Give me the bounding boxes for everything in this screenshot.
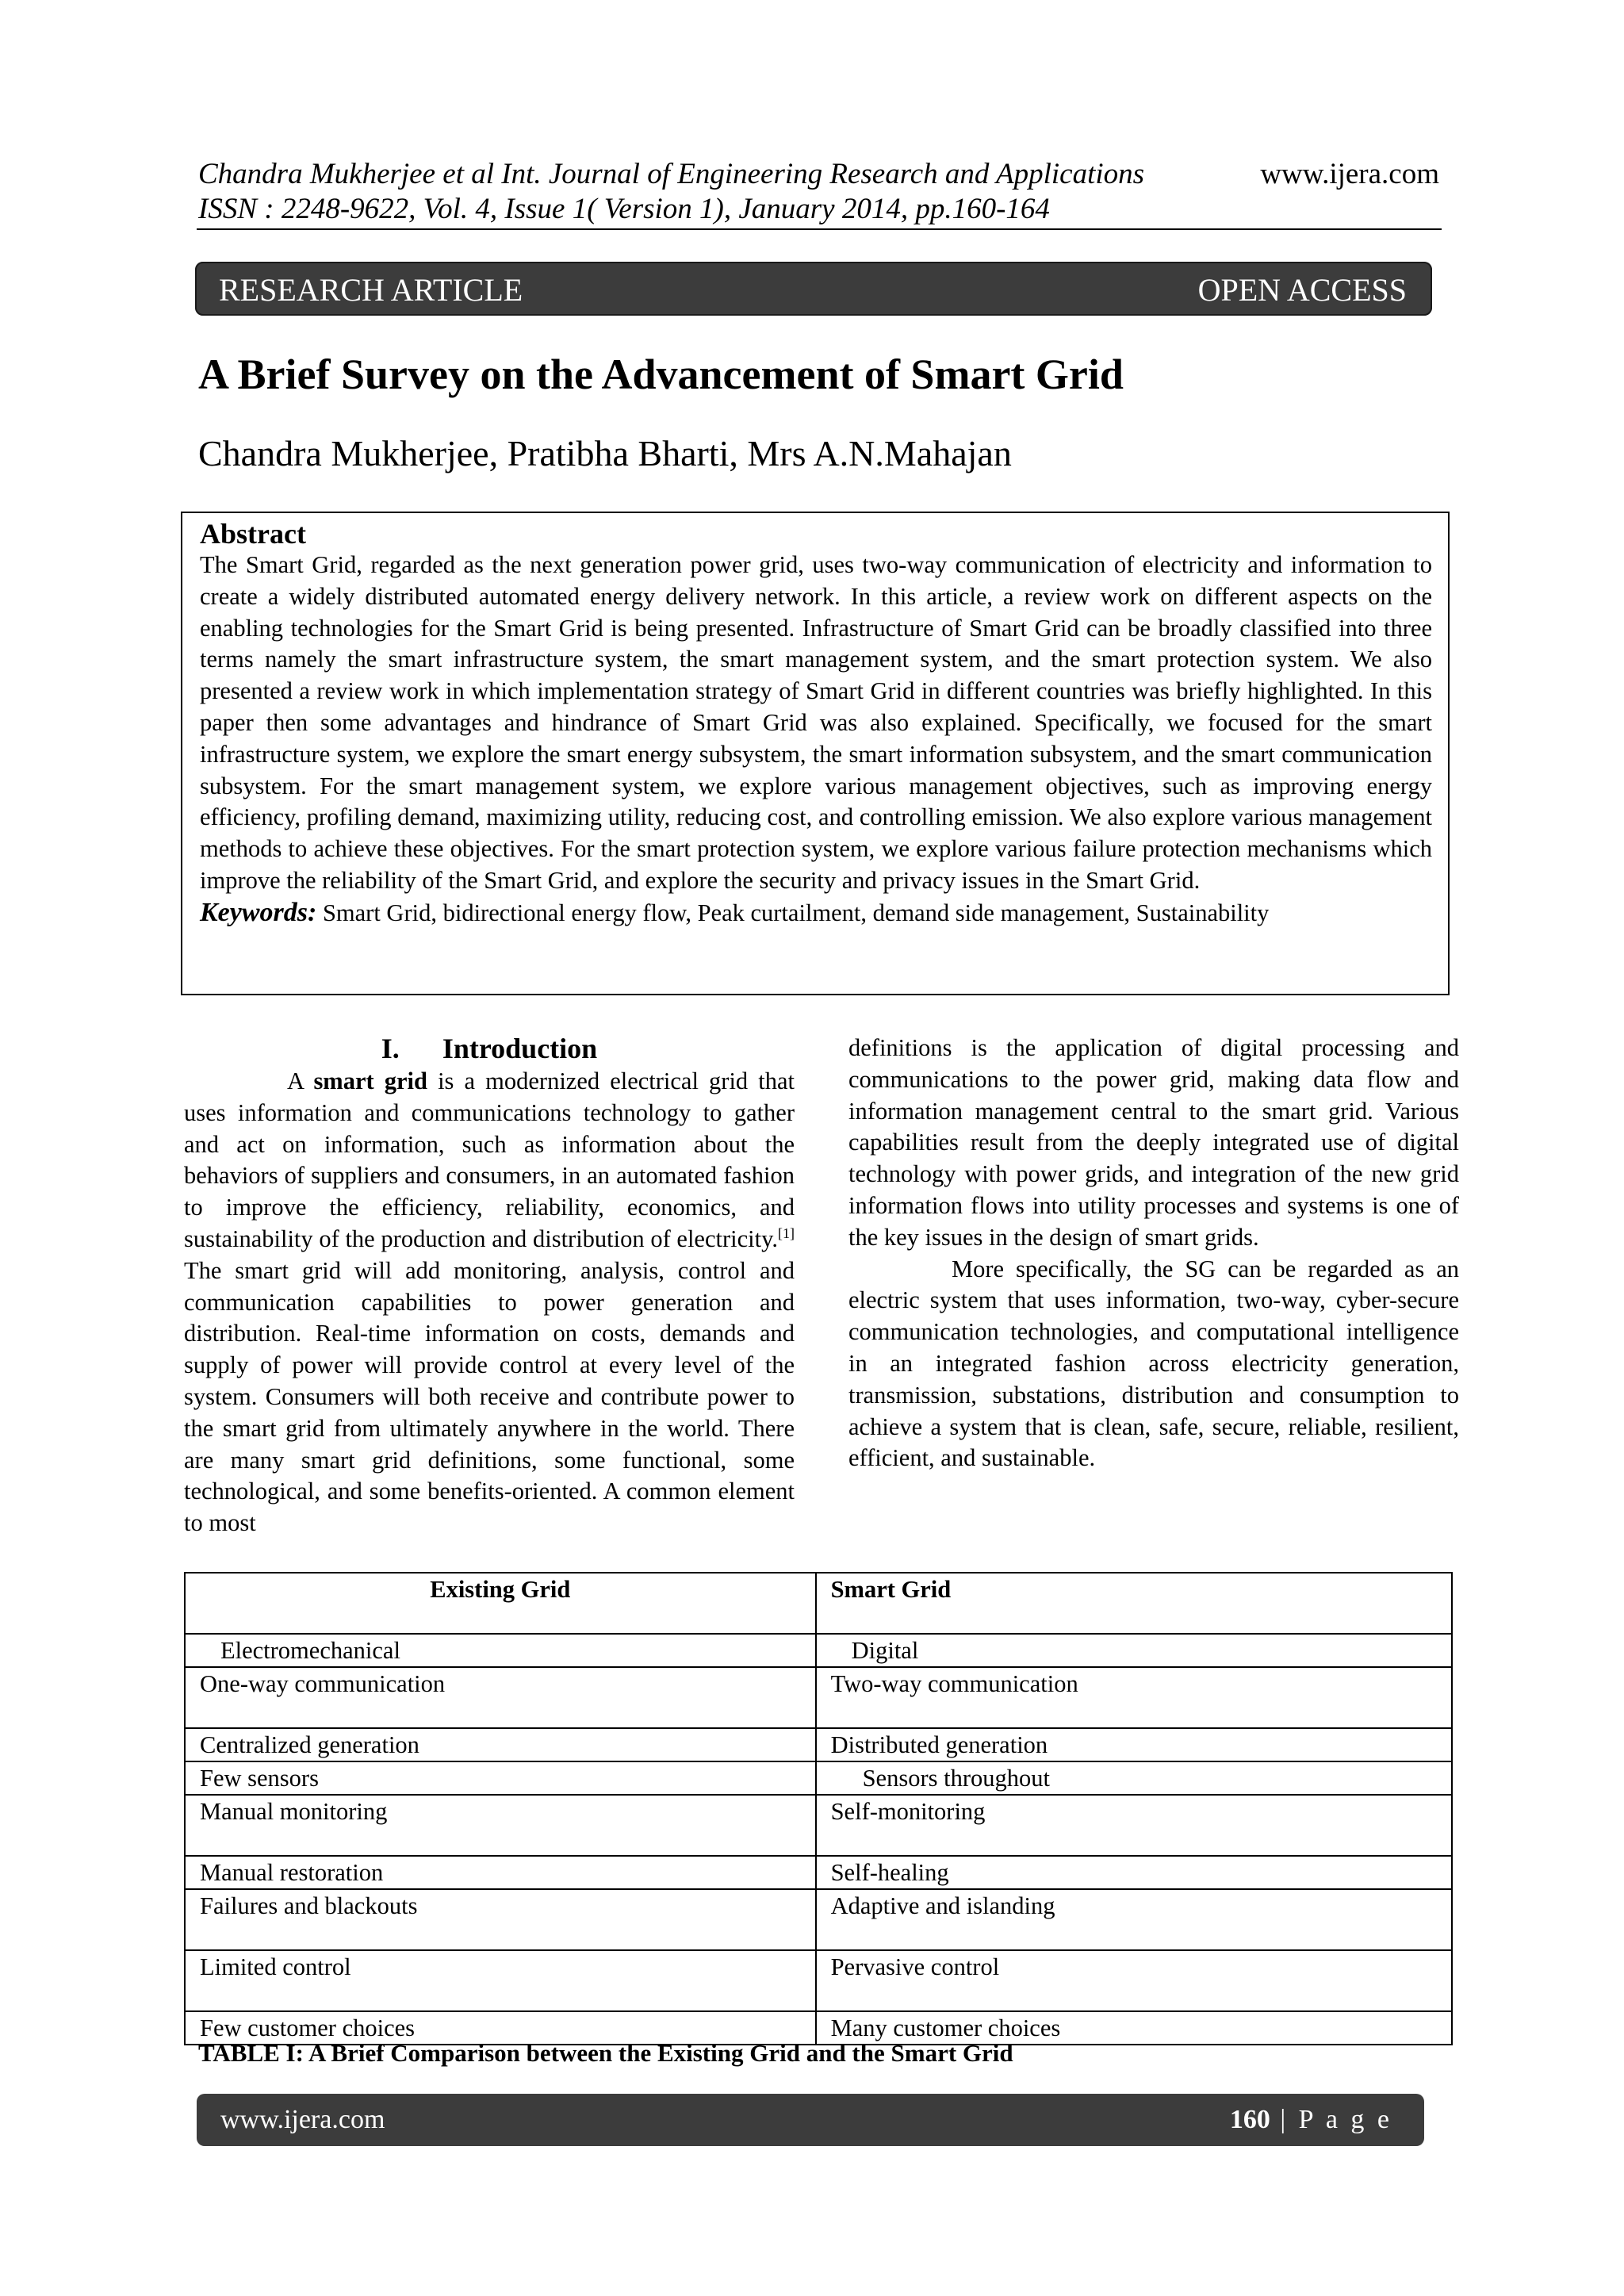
table-row	[185, 1634, 1452, 1667]
keywords-list: Smart Grid, bidirectional energy flow, Peak curtailment, demand side management, Sustainability	[322, 899, 1270, 926]
article-type-banner	[195, 262, 1432, 316]
intro-paragraph-2: definitions is the application of digital processing and communications to the power grid, making data flow and information management central to the smart grid. Various capabilities result from the deeply integrated use of digital technology with power grids, and integration of the new grid information flows into utility processes and systems is one of the key issues in the design of smart grids.	[848, 1034, 1459, 1251]
table-caption: TABLE I: A Brief Comparison between the Existing Grid and the Smart Grid	[198, 2039, 1013, 2067]
right-column	[848, 1033, 1459, 1474]
abstract-body: The Smart Grid, regarded as the next generation power grid, uses two-way communication of electricity and information to create a widely distributed automated energy delivery network. In this article, a review work on different aspects on the enabling technologies for the Smart Grid is being presented. Infrastructure of Smart Grid can be broadly classified into three terms namely the smart infrastructure system, the smart management system, and the smart protection system. We also presented a review work in which implementation strategy of Smart Grid in different countries was briefly highlighted. In this paper then some advantages and hindrance of Smart Grid was also explained. Specifically, we focused for the smart infrastructure system, we explore the smart energy subsystem, the smart information subsystem, and the smart communication subsystem. For the smart management system, we explore various management objectives, such as improving energy efficiency, profiling demand, maximizing utility, reducing cost, and controlling emission. We also explore various management methods to achieve these objectives. For the smart protection system, we explore various failure protection mechanisms which improve the reliability of the Smart Grid, and explore the security and privacy issues in the Smart Grid.	[200, 551, 1432, 894]
table-cell: Few customer choices	[185, 2011, 816, 2045]
table-cell: Pervasive control	[816, 1950, 1452, 2011]
header-smart-grid: Smart Grid	[816, 1573, 1452, 1634]
header-divider	[197, 228, 1442, 230]
introduction-heading	[184, 1031, 795, 1066]
table-cell: Few sensors	[185, 1761, 816, 1795]
section-title: Introduction	[442, 1033, 598, 1064]
table-cell: Adaptive and islanding	[816, 1889, 1452, 1950]
table-row	[185, 1667, 1452, 1728]
table-row	[185, 1795, 1452, 1856]
intro-paragraph-1	[184, 1066, 795, 1539]
table-cell: Many customer choices	[816, 2011, 1452, 2045]
open-access-label: OPEN ACCESS	[1197, 272, 1407, 308]
table-header-row	[185, 1573, 1452, 1634]
table-cell: Self-monitoring	[816, 1795, 1452, 1856]
page-footer	[197, 2094, 1424, 2146]
table-cell: Centralized generation	[185, 1728, 816, 1761]
smart-grid-term: smart grid	[313, 1068, 427, 1094]
page-number: 160	[1229, 2105, 1270, 2134]
intro-p1-end: The smart grid will add monitoring, analysis, control and communication capabilities to power generation and distribution. Real-time information on costs, demands and supply of power will provide control at every level of the system. Consumers will both receive and contribute power to the smart grid from ultimately anywhere in the world. There are many smart grid definitions, some functional, some technological, and some benefits-oriented. A common element to most	[184, 1256, 795, 1537]
journal-citation-line1: Chandra Mukherjee et al Int. Journal of Engineering Research and Applications	[198, 158, 1145, 190]
table-row	[185, 1728, 1452, 1761]
journal-citation-line2: ISSN : 2248-9622, Vol. 4, Issue 1( Version 1), January 2014, pp.160-164	[198, 193, 1050, 225]
section-number: I.	[381, 1033, 400, 1064]
table-cell: Sensors throughout	[816, 1761, 1452, 1795]
table-row	[185, 1856, 1452, 1889]
table-cell: Two-way communication	[816, 1667, 1452, 1728]
table-row	[185, 1889, 1452, 1950]
table-cell: Electromechanical	[185, 1634, 816, 1667]
intro-paragraph-3: More specifically, the SG can be regarded as an electric system that uses information, two-way, cyber-secure communication technologies, and computational intelligence in an integrated fashion across electricity generation, transmission, substations, distribution and consumption to achieve a system that is clean, safe, secure, reliable, resilient, efficient, and sustainable.	[848, 1255, 1459, 1472]
table-cell: One-way communication	[185, 1667, 816, 1728]
left-column	[184, 1031, 795, 1573]
table-cell: Limited control	[185, 1950, 816, 2011]
header-existing-grid: Existing Grid	[185, 1573, 816, 1634]
table-cell: Digital	[816, 1634, 1452, 1667]
research-article-label: RESEARCH ARTICLE	[219, 272, 523, 308]
table-cell: Self-healing	[816, 1856, 1452, 1889]
abstract-box	[181, 512, 1450, 995]
table-cell: Manual monitoring	[185, 1795, 816, 1856]
comparison-table	[184, 1572, 1453, 2045]
keywords-line	[200, 897, 1432, 929]
abstract-heading: Abstract	[200, 518, 306, 550]
intro-p1-middle: is a modernized electrical grid that uses information and communications technology to gather and act on information, such as information about the behaviors of suppliers and consumers, in an automated fashion to improve the efficiency, reliability, economics, and sustainability of the production and distribution of electricity.	[184, 1068, 795, 1252]
reference-1[interactable]: [1]	[778, 1225, 795, 1241]
table-row	[185, 1950, 1452, 2011]
page-label: | P a g e	[1270, 2105, 1392, 2134]
table-row	[185, 1761, 1452, 1795]
table-cell: Failures and blackouts	[185, 1889, 816, 1950]
intro-clip	[184, 1066, 795, 1573]
paper-authors: Chandra Mukherjee, Pratibha Bharti, Mrs A.N.Mahajan	[198, 433, 1012, 473]
table-cell: Manual restoration	[185, 1856, 816, 1889]
intro-p1-start: A	[287, 1068, 304, 1094]
keywords-label: Keywords:	[200, 897, 317, 927]
journal-website[interactable]: www.ijera.com	[1260, 158, 1439, 190]
footer-website[interactable]: www.ijera.com	[220, 2105, 385, 2134]
page-indicator	[1230, 2104, 1392, 2136]
journal-header	[198, 157, 1269, 227]
table-cell: Distributed generation	[816, 1728, 1452, 1761]
paper-title: A Brief Survey on the Advancement of Smart Grid	[198, 351, 1124, 398]
